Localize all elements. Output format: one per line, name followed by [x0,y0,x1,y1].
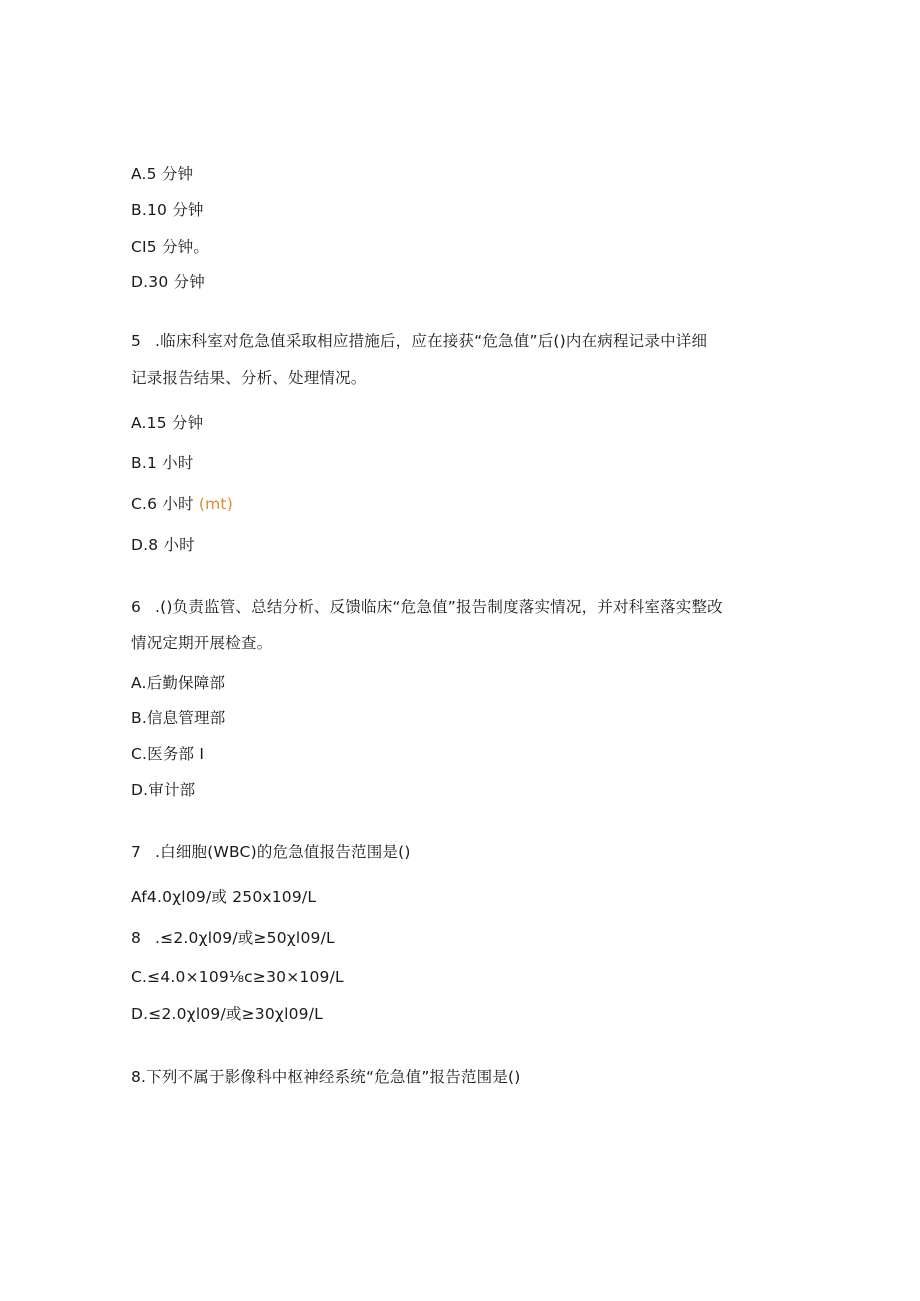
q5-option-b: B.1 小时 [131,454,194,472]
q5-option-d: D.8 小时 [131,536,195,554]
q7-option-d: D.≤2.0χl09/或≥30χl09∕L [131,1005,323,1023]
q5-option-c-mark: (mt) [198,495,233,513]
q6-question-line1 [131,597,723,617]
q5-text-line2: 记录报告结果、分析、处理情况。 [131,369,367,387]
q7-option-a: Af4.0χl09/或 250x109/L [131,888,317,906]
q6-number: 6 [131,598,142,616]
q7-option-b [131,928,335,948]
q7-question [131,842,411,862]
q8-question: 8.下列不属于影像科中枢神经系统“危急值”报告范围是() [131,1068,521,1086]
q4-option-d: D.30 分钟 [131,273,205,291]
q5-number: 5 [131,332,142,350]
q6-text-line1: .()负责监管、总结分析、反馈临床“危急值”报告制度落实情况，并对科室落实整改 [155,598,723,616]
q5-option-c [131,494,233,514]
q4-option-c: CI5 分钟。 [131,238,210,256]
q7-option-c: C.≤4.0×109⅛c≥30×109/L [131,968,344,986]
q6-option-b: B.信息管理部 [131,709,226,727]
q7-option-b-text: .≤2.0χl09/或≥50χl09/L [155,929,335,947]
q6-option-a: A.后勤保障部 [131,674,226,692]
q6-text-line2: 情况定期开展检查。 [131,634,273,652]
q5-question-line1 [131,331,707,351]
q4-option-a: A.5 分钟 [131,165,194,183]
q6-option-d: D.审计部 [131,781,196,799]
q7-text: .白细胞(WBC)的危急值报告范围是() [155,843,411,861]
q5-text-line1: .临床科室对危急值采取相应措施后，应在接获“危急值”后()内在病程记录中详细 [155,332,708,350]
q7-option-b-number: 8 [131,929,142,947]
q4-option-b: B.10 分钟 [131,201,204,219]
q5-option-c-text: C.6 小时 [131,495,194,513]
q7-number: 7 [131,843,142,861]
q5-option-a: A.15 分钟 [131,414,204,432]
q6-option-c: C.医务部 I [131,745,205,763]
